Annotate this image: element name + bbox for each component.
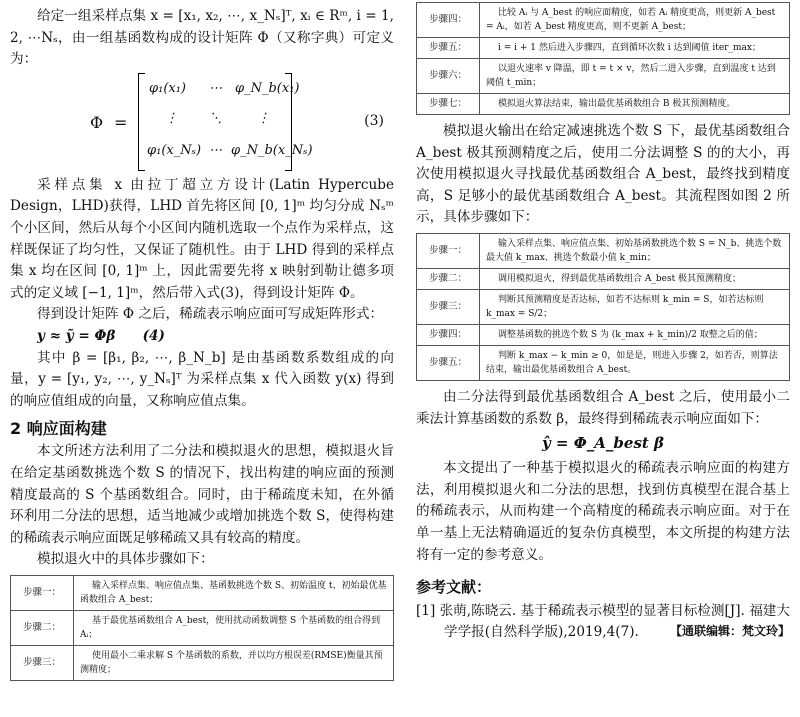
step-label: 步骤六： [417,59,480,94]
editor-credit: 【通联编辑：梵文玲】 [669,624,790,639]
step-text: 判断 k_max − k_min ≥ 0，如是是，则进入步骤 2，如若否，则算法结束，输出最优基函数组合 A_best。 [480,345,790,380]
table-row [417,59,790,94]
table-row [417,38,790,59]
step-label: 步骤四： [417,324,480,345]
equation-number: (3) [364,112,384,129]
step-text: i = i + 1 然后进入步骤四，直到循环次数 i 达到阈值 iter_max； [480,38,790,59]
step-text: 模拟退火算法结束，输出最优基函数组合 B 极其预测精度。 [480,94,790,115]
response-surface-formula: ŷ = Φ_A_best β [541,434,665,453]
annealing-steps-table-part2 [416,2,790,115]
step-text: 判断其预测精度是否达标，如若不达标则 k_min = S，如若达标则 k_max = S/2； [480,289,790,324]
matrix-cell: ⋯ [209,142,222,158]
equation-equals: = [114,112,128,132]
table-row [417,268,790,289]
table-row [417,3,790,38]
equation-4: y ≈ ỹ = Φβ (4) [37,327,165,344]
references-heading: 参考文献： [416,578,492,597]
matrix-cell: φ_N_b(x₁) [235,80,300,96]
step-text: 输入采样点集、响应值点集、基函数挑选个数 S、初始温度 t、初始最优基函数组合 A_best； [74,575,394,610]
table-row [11,610,394,645]
step-text: 使用最小二乘求解 S 个基函数的系数，并以均方根误差(RMSE)衡量其预测精度； [74,645,394,680]
table-row [11,575,394,610]
matrix-cell: ⋯ [209,80,222,96]
table-row [11,645,394,680]
annealing-steps-table-part1 [10,575,394,681]
step-label: 步骤五： [417,345,480,380]
step-text: 比较 Aᵢ 与 A_best 的响应面精度，如若 Aᵢ 精度更高，则更新 A_best = Aᵢ，如若 A_best 精度更高，则不更新 A_best； [480,3,790,38]
step-text: 输入采样点集、响应值点集、初始基函数挑选个数 S = N_b、挑选个数最大值 k_max、挑选个数最小值 k_min； [480,233,790,268]
step-label: 步骤四： [417,3,480,38]
step-text: 调整基函数的挑选个数 S 为 (k_max + k_min)/2 取整之后的值； [480,324,790,345]
paragraph-bisection: 模拟退火输出在给定减速挑选个数 S 下，最优基函数组合 A_best 极其预测精度之后，使用二分法调整 S 的的大小，再次使用模拟退火寻找最优基函数组合 A_best，最终找到精度高，S 足够小的最优基函数组合 A_best。其流程图如图 2 所示，具体步骤如下： [416,123,790,226]
paragraph-steps-intro: 模拟退火中的具体步骤如下： [37,551,214,568]
step-label: 步骤一： [417,233,480,268]
step-label: 步骤二： [11,610,74,645]
step-label: 步骤三： [417,289,480,324]
step-label: 步骤二： [417,268,480,289]
paragraph-sparse-form: 得到设计矩阵 Φ 之后，稀疏表示响应面可写成矩阵形式： [37,306,384,323]
table-row [417,94,790,115]
matrix-cell: φ₁(x_Nₛ) [147,142,202,158]
paragraph-lhd: 采样点集 x 由拉丁超立方设计(Latin Hypercube Design，LHD)获得，LHD 首先将区间 [0, 1]ᵐ 均匀分成 Nₛᵐ 个小区间，然后从每个小区间内随机选取一个点作为采样点，这样既保证了均匀性，又保证了随机性。由于 LHD 得到的采样点集 x 均在区间 [0, 1]ᵐ 上，因此需要先将 x 映射到勒让德多项式的定义域 [−1, 1]ᵐ，然后带入式(3)，得到设计矩阵 Φ。 [10,176,394,301]
table-row [417,289,790,324]
step-text: 基于最优基函数组合 A_best，使用扰动函数调整 S 个基函数的组合得到 Aᵢ； [74,610,394,645]
step-label: 步骤七： [417,94,480,115]
equation-lhs: Φ [90,112,104,132]
matrix-cell: ⋮ [165,110,178,126]
section-heading: 2 响应面构建 [10,419,107,439]
table-row [417,233,790,268]
matrix-cell: φ₁(x₁) [149,80,187,96]
right-column [416,0,790,643]
step-label: 步骤一： [11,575,74,610]
step-label: 步骤五： [417,38,480,59]
step-label: 步骤三： [11,645,74,680]
paragraph-design-matrix-intro: 给定一组采样点集 x = [x₁, x₂, ⋯, x_Nₛ]ᵀ, xᵢ ∈ Rᵐ, i = 1, 2, ⋯Nₛ，由一组基函数构成的设计矩阵 Φ（又称字典）可定义为： [10,8,394,68]
paragraph-conclusion: 本文提出了一种基于模拟退火的稀疏表示响应面的构建方法，利用模拟退火和二分法的思想，找到仿真模型在混合基上的稀疏表示，从而构建一个高精度的稀疏表示响应面。对于在单一基上无法精确逼近的复杂仿真模型，本文所提的构建方法将有一定的参考意义。 [416,460,790,563]
matrix-cell: ⋱ [209,110,222,126]
equation-3 [10,71,394,175]
table-row [417,345,790,380]
bisection-steps-table [416,233,790,381]
paragraph-beta-definition: 其中 β = [β₁, β₂, ⋯, β_N_b] 是由基函数系数组成的向量，y = [y₁, y₂, ⋯, y_Nₛ]ᵀ 为采样点集 x 代入函数 y(x) 得到的响应值组成的向量，又称响应值点集。 [10,349,394,409]
design-matrix [138,73,313,171]
matrix-cell: ⋮ [257,110,270,126]
paragraph-least-squares: 由二分法得到最优基函数组合 A_best 之后，使用最小二乘法计算基函数的系数 β，最终得到稀疏表示响应面如下： [416,388,790,427]
matrix-cell: φ_N_b(x_Nₛ) [231,142,313,158]
step-text: 调用模拟退火，得到最优基函数组合 A_best 极其预测精度； [480,268,790,289]
paragraph-method: 本文所述方法利用了二分法和模拟退火的思想，模拟退火旨在给定基函数挑选个数 S 的情况下，找出构建的响应面的预测精度最高的 S 个基函数组合。同时，由于稀疏度未知，在外循环利用二分法的思想，适当地减少或增加挑选个数 S，使得构建的稀疏表示响应面既足够稀疏又具有较高的精度。 [10,443,394,546]
step-text: 以退火速率 v 降温，即 t = t × v，然后二进入步骤，直到温度 t 达到阈值 t_min； [480,59,790,94]
left-column [10,0,394,681]
reference-item: [1] 张萌,陈晓云. 基于稀疏表示模型的显著目标检测[J]. 福建大学学报(自然科学版),2019,4(7). [416,603,790,641]
table-row [417,324,790,345]
